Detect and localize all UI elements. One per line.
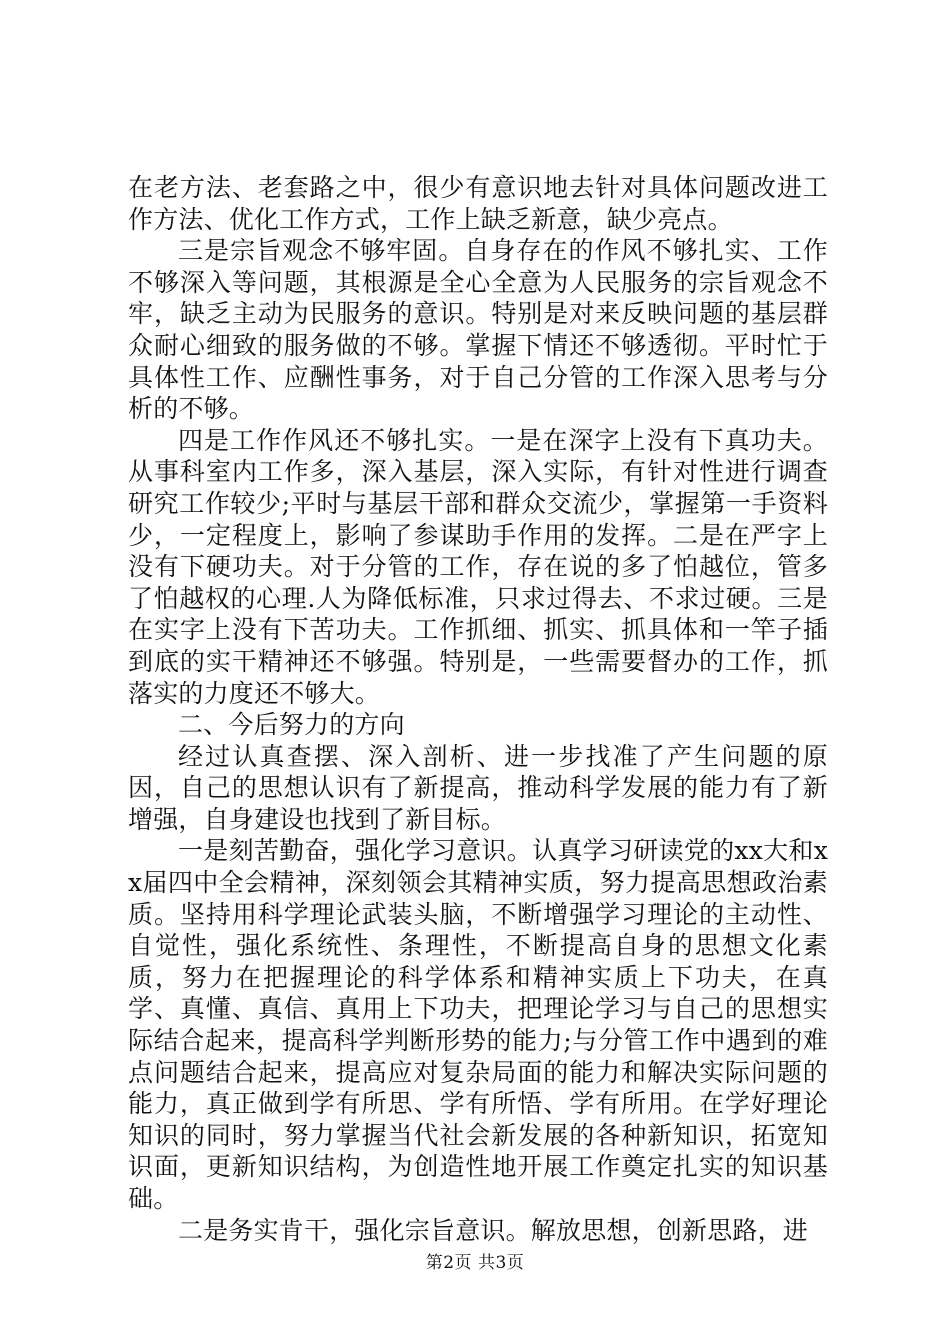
section-heading: 二、今后努力的方向 — [178, 710, 405, 740]
document-body — [128, 172, 828, 1246]
page-footer — [0, 1248, 950, 1273]
paragraph: 四是工作作风还不够扎实。一是在深字上没有下真功夫。从事科室内工作多，深入基层，深入实际，有针对性进行调查研究工作较少;平时与基层干部和群众交流少，掌握第一手资料少，一定程度上，影响了参谋助手作用的发挥。二是在严字上没有下硬功夫。对于分管的工作，存在说的多了怕越位，管多了怕越权的心理.人为降低标准，只求过得去、不求过硬。三是在实字上没有下苦功夫。工作抓细、抓实、抓具体和一竿子插到底的实干精神还不够强。特别是，一些需要督办的工作，抓落实的力度还不够大。 — [128, 425, 828, 708]
paragraph: 一是刻苦勤奋，强化学习意识。认真学习研读党的xx大和xx届四中全会精神，深刻领会其精神实质，努力提高思想政治素质。坚持用科学理论武装头脑，不断增强学习理论的主动性、自觉性，强化系统性、条理性，不断提高自身的思想文化素质，努力在把握理论的科学体系和精神实质上下功夫，在真学、真懂、真信、真用上下功夫，把理论学习与自己的思想实际结合起来，提高科学判断形势的能力;与分管工作中遇到的难点问题结合起来，提高应对复杂局面的能力和解决实际问题的能力，真正做到学有所思、学有所悟、学有所用。在学好理论知识的同时，努力掌握当代社会新发展的各种新知识，拓宽知识面，更新知识结构，为创造性地开展工作奠定扎实的知识基础。 — [128, 836, 828, 1213]
paragraph: 在老方法、老套路之中，很少有意识地去针对具体问题改进工作方法、优化工作方式，工作上缺乏新意，缺少亮点。 — [128, 173, 828, 234]
paragraph: 二是务实肯干，强化宗旨意识。解放思想，创新思路，进 — [178, 1215, 809, 1245]
paragraph: 经过认真查摆、深入剖析、进一步找准了产生问题的原因，自己的思想认识有了新提高，推动科学发展的能力有了新增强，自身建设也找到了新目标。 — [128, 741, 828, 834]
paragraph: 三是宗旨观念不够牢固。自身存在的作风不够扎实、工作不够深入等问题，其根源是全心全意为人民服务的宗旨观念不牢，缺乏主动为民服务的意识。特别是对来反映问题的基层群众耐心细致的服务做的不够。掌握下情还不够透彻。平时忙于具体性工作、应酬性事务，对于自己分管的工作深入思考与分析的不够。 — [128, 236, 828, 424]
page-number-label: 第2页 共3页 — [425, 1253, 525, 1273]
